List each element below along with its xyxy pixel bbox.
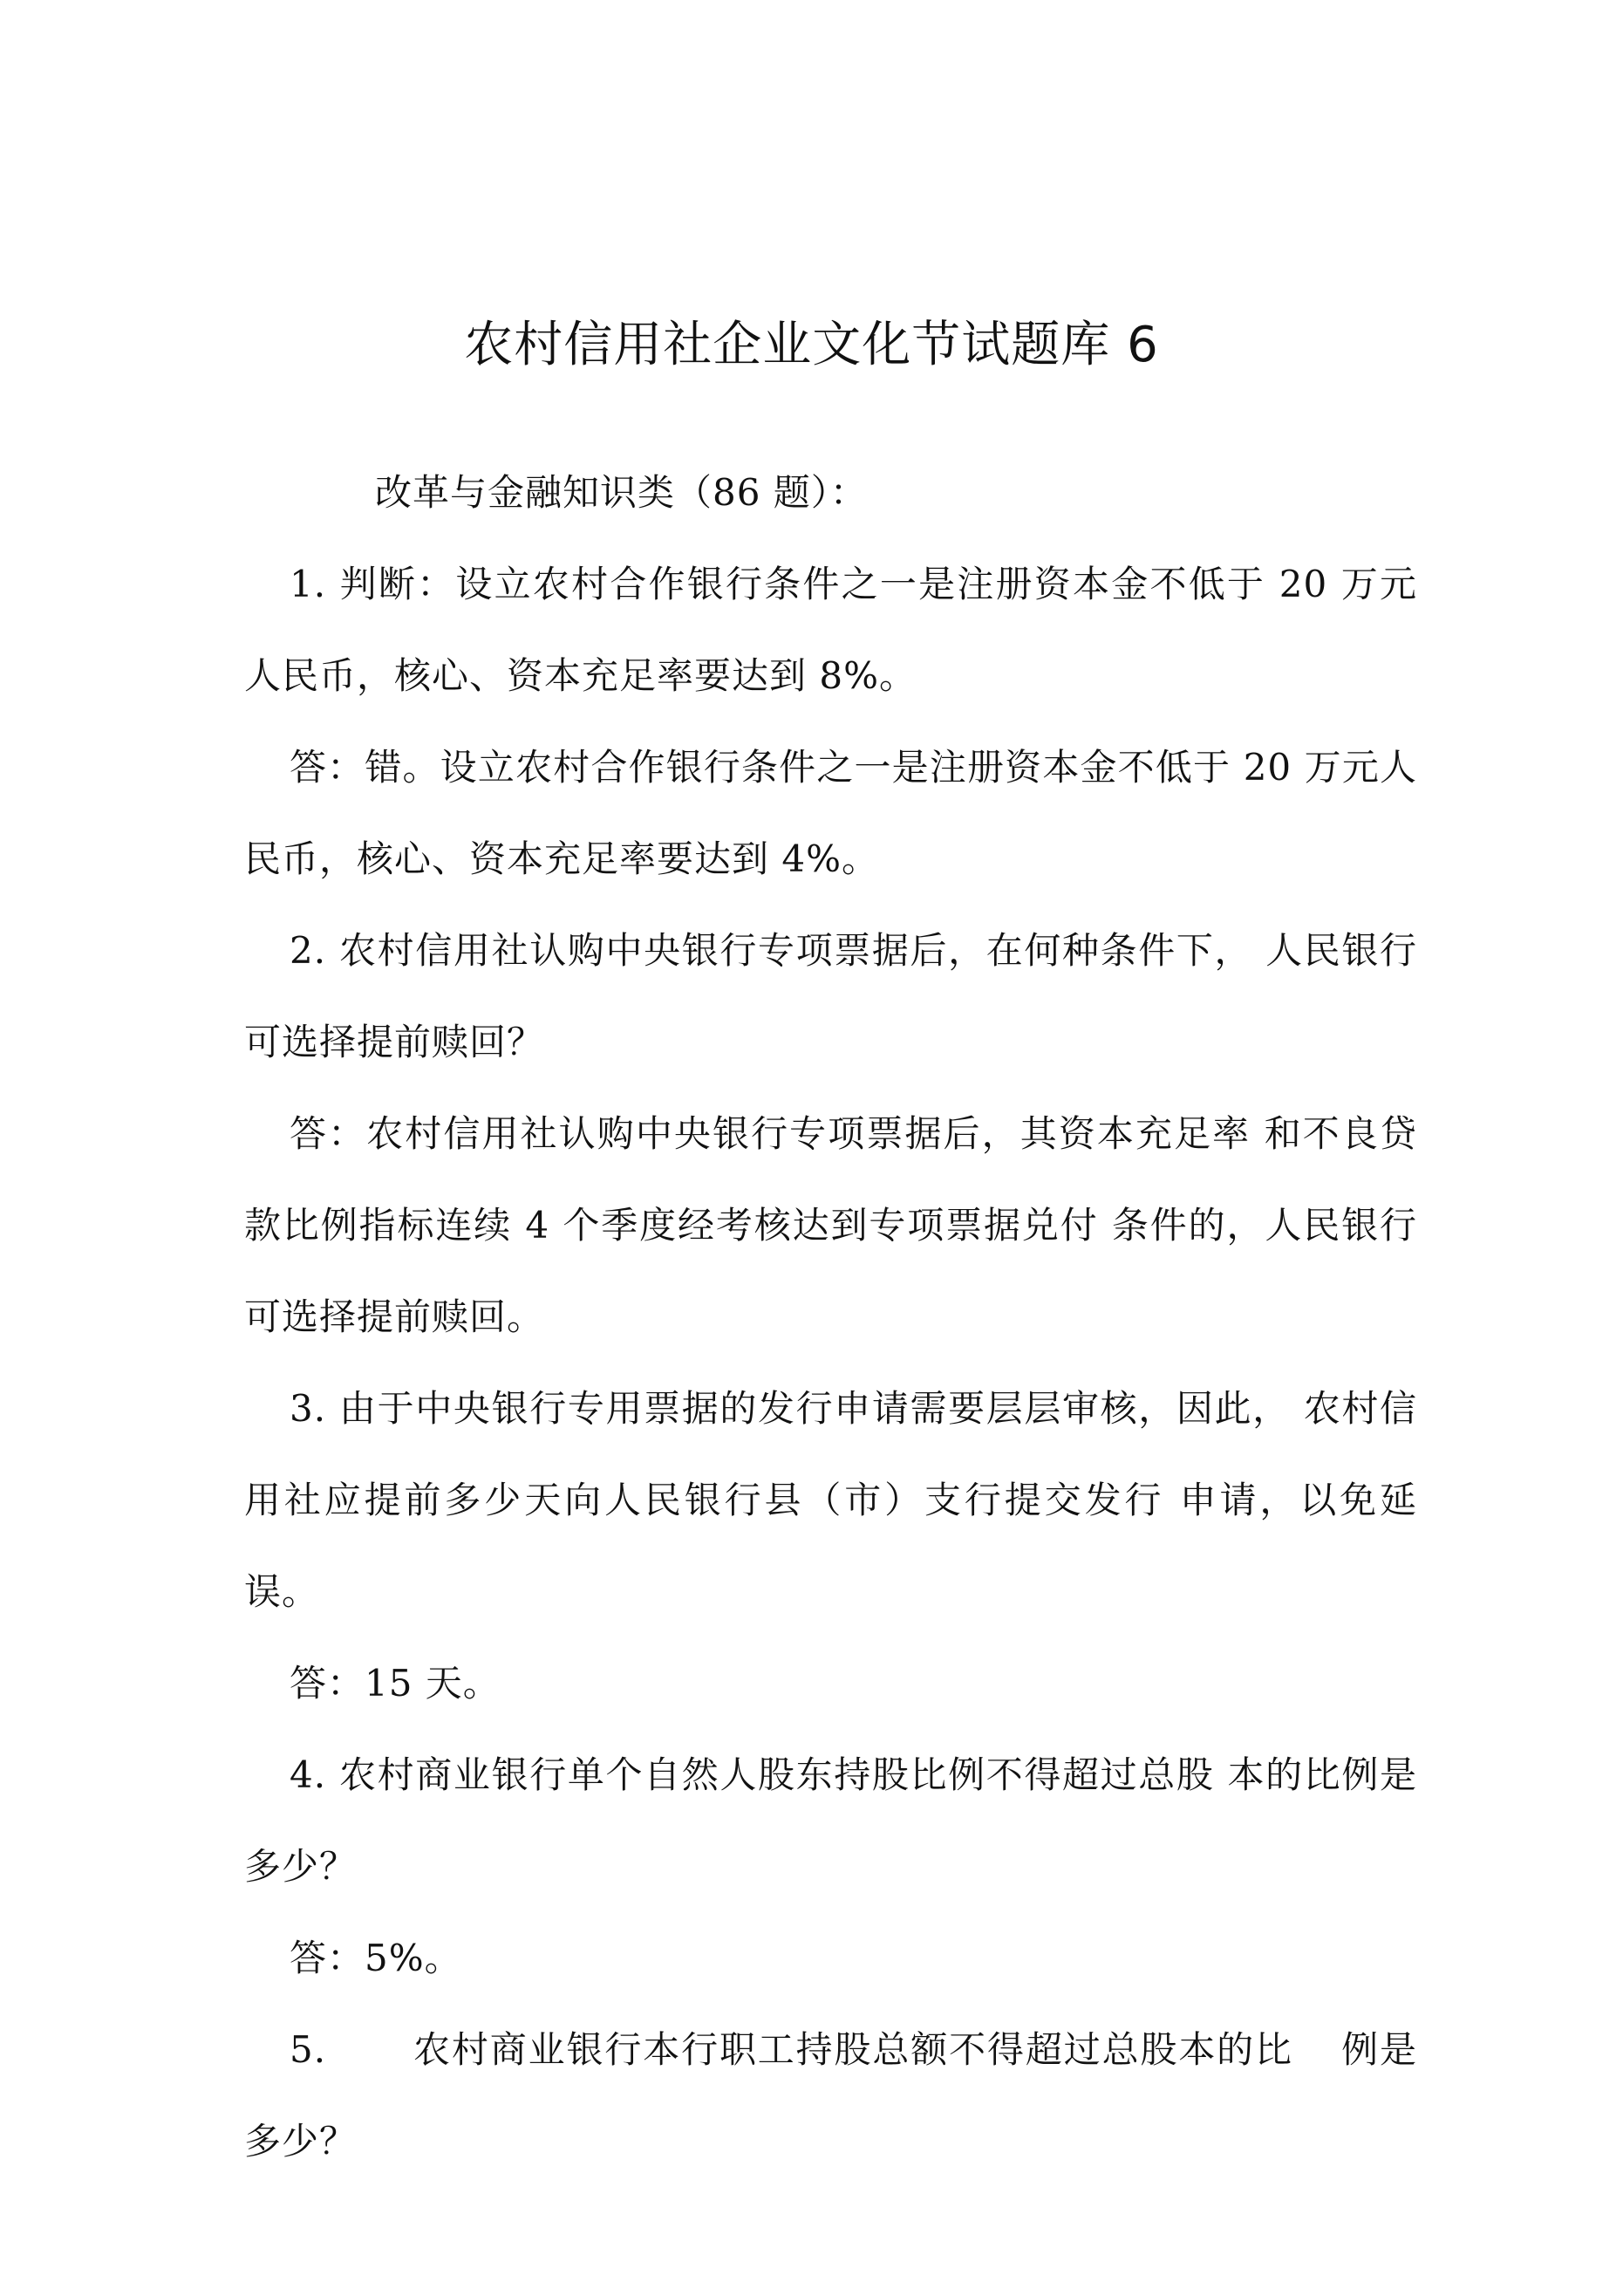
- question-4: 4. 农村商业银行单个自然人股东持股比例不得超过总股 本的比例是多少？: [244, 1753, 1417, 1888]
- answer-4: 答：5%。: [290, 1937, 462, 1979]
- question-5: 5. 农村商业银行本行职工持股总额不得超过总股本的比 例是多少？: [244, 2028, 1417, 2163]
- document-title: 农村信用社企业文化节试题库 6: [464, 316, 1159, 373]
- answer-3: 答：15 天。: [290, 1662, 501, 1705]
- section-heading: 改革与金融知识类（86 题）：: [375, 471, 868, 514]
- answer-2: 答：农村信用社认购中央银行专项票据后，其资本充足率 和不良贷款比例指标连续 4 个季度经考核达到专项票据兑付 条件的，人民银行可选择提前赎回。: [244, 1112, 1417, 1338]
- question-2: 2. 农村信用社认购中央银行专项票据后，在何种条件下， 人民银行可选择提前赎回？: [244, 929, 1417, 1063]
- question-3: 3. 由于中央银行专用票据的发行申请需要层层审核，因此， 农村信用社应提前多少天向人民银行县（市）支行提交发行 申请，以免延误。: [244, 1387, 1417, 1613]
- document-body: [244, 447, 1417, 2187]
- question-1: 1. 判断：设立农村合作银行条件之一是注册资本金不低于 20 万元人民币，核心、资本充足率要达到 8%。: [244, 563, 1417, 697]
- answer-1: 答：错。设立农村合作银行条件之一是注册资本金不低于 20 万元人民币，核心、资本充足率要达到 4%。: [244, 746, 1417, 880]
